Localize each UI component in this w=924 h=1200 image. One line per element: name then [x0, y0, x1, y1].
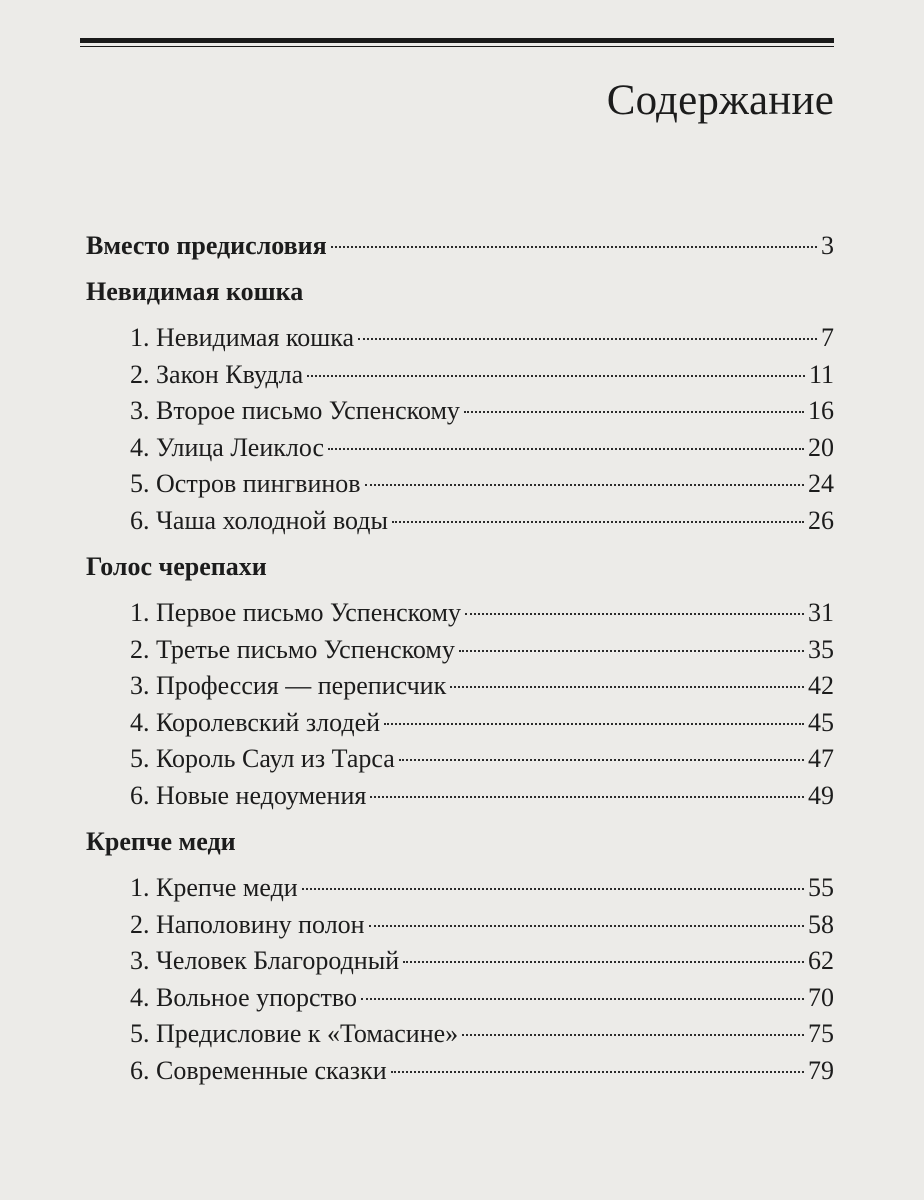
- toc-page-number: 11: [808, 359, 834, 389]
- section-heading: Голос черепахи: [86, 552, 267, 581]
- toc-entry-label: 6. Чаша холодной воды: [130, 505, 388, 535]
- toc-page-number: 7: [821, 323, 834, 352]
- toc-entry[interactable]: [86, 595, 834, 632]
- toc-entry-label: 1. Крепче меди: [130, 873, 298, 902]
- toc-page-number: 35: [808, 634, 834, 664]
- toc-entry-label: 3. Профессия — переписчик: [130, 671, 447, 700]
- dot-leader: [399, 758, 804, 761]
- toc-page-number: 45: [808, 707, 834, 737]
- toc-entry[interactable]: [86, 668, 834, 705]
- toc-entry-label: 4. Улица Леиклос: [130, 432, 325, 462]
- dot-leader: [328, 447, 804, 450]
- dot-leader: [365, 483, 804, 486]
- dot-leader: [361, 997, 804, 1000]
- toc-entry-label: 1. Первое письмо Успенскому: [130, 598, 461, 627]
- dot-leader: [307, 374, 805, 377]
- toc-entry-label: 4. Королевский злодей: [130, 707, 381, 737]
- page-title: Содержание: [606, 77, 834, 124]
- dot-leader: [369, 924, 804, 927]
- toc-entry[interactable]: [86, 357, 834, 394]
- dot-leader: [358, 337, 817, 340]
- toc-entry[interactable]: [86, 1053, 834, 1090]
- toc-entry[interactable]: [86, 503, 834, 540]
- dot-leader: [462, 1033, 804, 1036]
- toc-page-number: 49: [808, 780, 834, 810]
- toc-entry-label: 2. Закон Квудла: [130, 359, 304, 389]
- dot-leader: [302, 887, 804, 890]
- toc-page-number: 47: [808, 744, 834, 773]
- toc-page-number: 31: [808, 598, 834, 627]
- dot-leader: [370, 795, 804, 798]
- dot-leader: [331, 245, 817, 248]
- toc-page-number: 24: [808, 469, 834, 498]
- toc-entry-preface[interactable]: [86, 228, 834, 264]
- toc-entry[interactable]: [86, 466, 834, 503]
- toc-entry[interactable]: [86, 430, 834, 467]
- toc-page-number: 62: [808, 946, 834, 975]
- toc-entry-label: 4. Вольное упорство: [130, 982, 358, 1012]
- section-heading: Невидимая кошка: [86, 277, 304, 306]
- toc-entry[interactable]: [86, 980, 834, 1017]
- toc-entry[interactable]: [86, 1016, 834, 1053]
- toc-page-number: 58: [808, 909, 834, 939]
- header-rule-thin: [80, 46, 834, 47]
- toc-entry[interactable]: [86, 943, 834, 980]
- dot-leader: [465, 612, 804, 615]
- toc-entry-label: 3. Человек Благородный: [130, 946, 400, 975]
- toc-page-number: 55: [808, 873, 834, 902]
- dot-leader: [392, 520, 804, 523]
- toc-entry[interactable]: [86, 870, 834, 907]
- toc-page-number: 42: [808, 671, 834, 700]
- toc-entry-label: 5. Предисловие к «Томасине»: [130, 1019, 459, 1048]
- toc-entry-label: 1. Невидимая кошка: [130, 323, 355, 352]
- toc-entry[interactable]: [86, 393, 834, 430]
- section-heading: Крепче меди: [86, 827, 236, 856]
- toc-entry-label: 2. Третье письмо Успенскому: [130, 634, 455, 664]
- dot-leader: [384, 722, 804, 725]
- toc-entry-label: 3. Второе письмо Успенскому: [130, 396, 460, 425]
- toc-entry[interactable]: [86, 741, 834, 778]
- toc-entry-label: 6. Современные сказки: [130, 1055, 387, 1085]
- toc-page-number: 20: [808, 432, 834, 462]
- dot-leader: [450, 685, 804, 688]
- toc-page-number: 26: [808, 505, 834, 535]
- toc-page-number: 79: [808, 1055, 834, 1085]
- toc-page-number: 16: [808, 396, 834, 425]
- table-of-contents: [86, 228, 834, 1089]
- toc-entry[interactable]: [86, 705, 834, 742]
- toc-page-number: 70: [808, 982, 834, 1012]
- toc-entry-label: Вместо предисловия: [86, 231, 327, 260]
- toc-entry-label: 5. Остров пингвинов: [130, 469, 361, 498]
- toc-page-number: 75: [808, 1019, 834, 1048]
- dot-leader: [403, 960, 804, 963]
- toc-entry[interactable]: [86, 778, 834, 815]
- toc-page-number: 3: [821, 231, 834, 260]
- dot-leader: [459, 649, 804, 652]
- header-rule-thick: [80, 38, 834, 43]
- toc-entry[interactable]: [86, 907, 834, 944]
- toc-entry-label: 5. Король Саул из Тарса: [130, 744, 395, 773]
- toc-entry-label: 2. Наполовину полон: [130, 909, 365, 939]
- toc-entry-label: 6. Новые недоумения: [130, 780, 367, 810]
- dot-leader: [391, 1070, 804, 1073]
- toc-entry[interactable]: [86, 632, 834, 669]
- toc-entry[interactable]: [86, 320, 834, 357]
- dot-leader: [464, 410, 804, 413]
